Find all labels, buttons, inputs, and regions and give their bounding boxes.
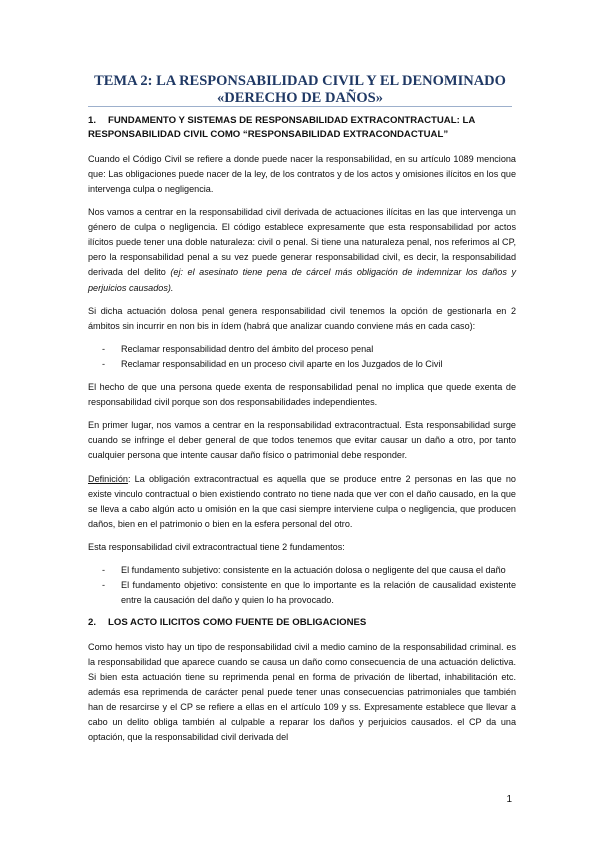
list-fundamentos (88, 563, 516, 608)
list-ambitos (88, 342, 516, 372)
title-underline (88, 106, 512, 107)
paragraph-1: Cuando el Código Civil se refiere a donde puede nacer la responsabilidad, en su artículo 1089 menciona que: Las obligaciones puede nacer de la ley, de los contratos y de los actos y omisiones ilícitos en los que intervenga culpa o negligencia. (88, 153, 516, 194)
title-line-1: TEMA 2: LA RESPONSABILIDAD CIVIL Y EL DENOMINADO (94, 73, 506, 89)
paragraph-3: Si dicha actuación dolosa penal genera responsabilidad civil tenemos la opción de gestionarla en 2 ámbitos sin incurrir en non bis in ídem (habrá que analizar cuando conviene más en cada caso): (88, 305, 516, 331)
section-1-title: FUNDAMENTO Y SISTEMAS DE RESPONSABILIDAD EXTRACONTRACTUAL: LA RESPONSABILIDAD CIVIL COMO “RESPONSABILIDAD EXTRACONDACTUAL” (88, 115, 475, 141)
list-item: - Reclamar responsabilidad dentro del ámbito del proceso penal (88, 342, 516, 357)
definition-text: : La obligación extracontractual es aquella que se produce entre 2 personas en las que no existe vinculo contractual o bien existiendo contrato no tiene nada que ver con el daño causado, en la que se lleva a cabo algún acto u omisión en la que casi siempre interviene culpa o negligencia, que producen daños, bien en el patrimonio o bien en la esfera personal del otro. (88, 473, 516, 529)
definition-paragraph (88, 472, 516, 532)
document-title (0, 73, 600, 107)
document-body (88, 114, 516, 753)
title-line-2: «DERECHO DE DAÑOS» (217, 90, 383, 106)
section-2-title: LOS ACTO ILICITOS COMO FUENTE DE OBLIGACIONES (108, 617, 367, 629)
list-item: - El fundamento subjetivo: consistente en la actuación dolosa o negligente del que causa el daño (88, 563, 516, 578)
list-item: - El fundamento objetivo: consistente en que lo importante es la relación de causalidad existente entre la causación del daño y quien lo ha provocado. (88, 578, 516, 608)
paragraph-2-text: Nos vamos a centrar en la responsabilidad civil derivada de actuaciones ilícitas en las que intervenga un género de culpa o negligencia. El código establece expresamente que esta responsabilidad por actos ilícitos puede tener una doble naturaleza: civil o penal. Si tiene una naturaleza penal, nos referimos al CP, pero la responsabilidad penal a su vez puede generar responsabilidad civil, es decir, la responsabilidad derivada del delito (88, 207, 516, 278)
definition-label: Definición (88, 473, 128, 484)
section-2-number: 2. (88, 617, 97, 629)
paragraph-7: Como hemos visto hay un tipo de responsabilidad civil a medio camino de la responsabilidad criminal. es la responsabilidad que aparece cuando se causa un daño como consecuencia de una actuación delictiva. Si bien esta actuación tiene su reprimenda penal en forma de privación de libertad, inhabilitación etc. además esa reprimenda de carácter penal puede tener unas consecuencias patrimoniales que también han de resarcirse y el CP se refiere a ellas en el artículo 109 y ss. Expresamente establece que llevar a cabo un delito obliga también al culpable a reparar los daños y perjuicios causados. el CP da una optación, que la responsabilidad civil derivada del (88, 641, 516, 743)
paragraph-2-example: (ej: el asesinato tiene pena de cárcel más obligación de indemnizar los daños y perjuicios causados). (88, 267, 516, 293)
paragraph-6: Esta responsabilidad civil extracontractual tiene 2 fundamentos: (88, 541, 345, 552)
paragraph-5: En primer lugar, nos vamos a centrar en la responsabilidad extracontractual. Esta responsabilidad surge cuando se infringe el deber general de que todos tenemos que evitar causar un daño a otro, por tanto cualquier persona que intente causar daño físico o patrimonial debe responder. (88, 420, 516, 461)
page-number: 1 (506, 794, 512, 805)
section-1-heading (88, 114, 516, 143)
list-item: - Reclamar responsabilidad en un proceso civil aparte en los Juzgados de lo Civil (88, 357, 516, 372)
paragraph-4: El hecho de que una persona quede exenta de responsabilidad penal no implica que quede exenta de responsabilidad civil porque son dos responsabilidades independientes. (88, 382, 516, 408)
paragraph-2 (88, 205, 516, 296)
section-2-heading (88, 616, 516, 630)
section-1-number: 1. (88, 115, 97, 126)
